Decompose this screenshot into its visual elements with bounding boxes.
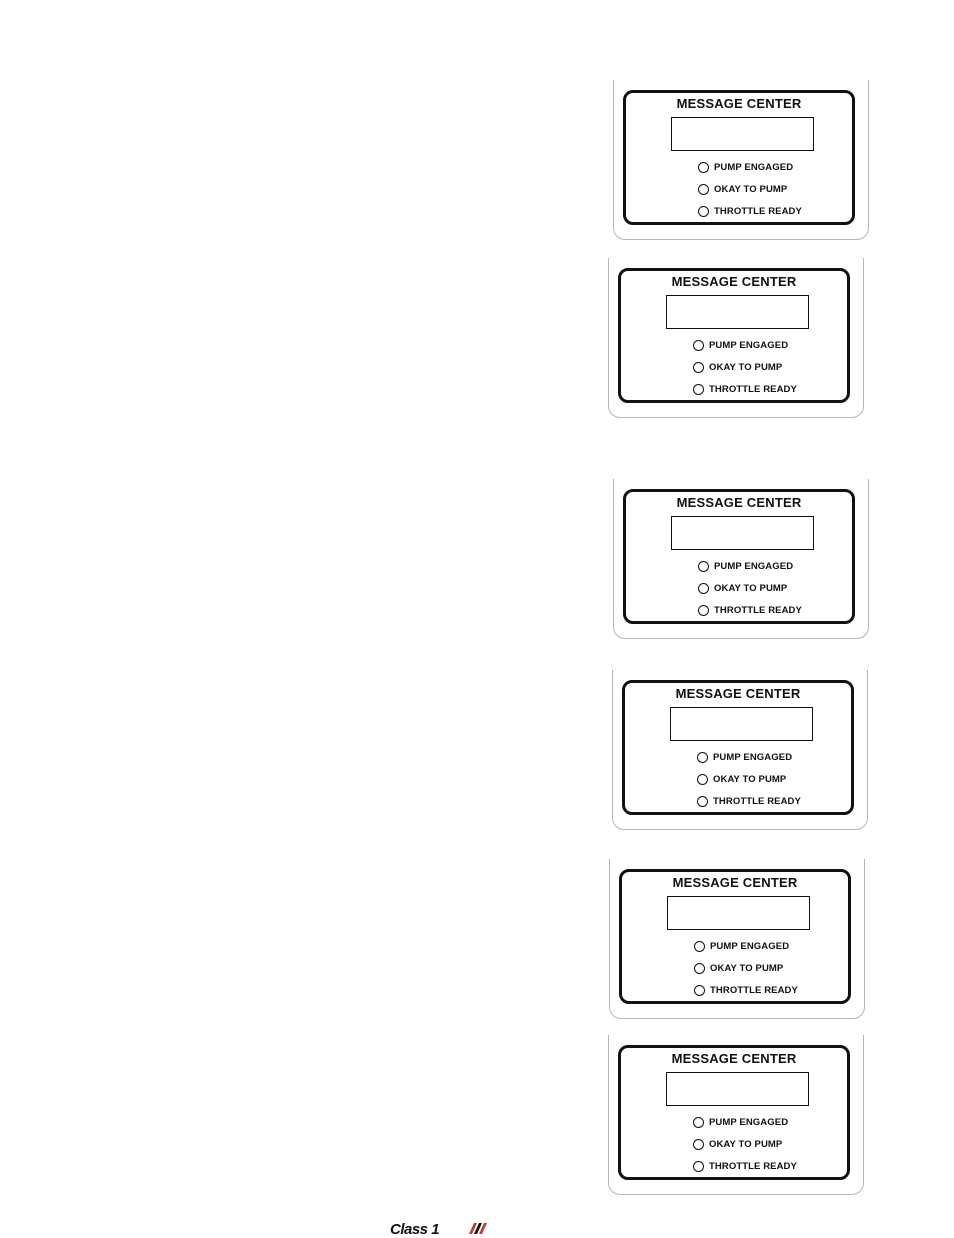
indicator-pump-engaged: [693, 1115, 788, 1129]
indicator-okay-to-pump: [693, 360, 782, 374]
indicator-light-icon: [698, 561, 709, 572]
indicator-label: PUMP ENGAGED: [713, 751, 793, 763]
indicator-label: PUMP ENGAGED: [714, 161, 794, 173]
logo-wordmark: Class 1: [390, 1222, 440, 1235]
indicator-light-icon: [693, 1139, 704, 1150]
indicator-okay-to-pump: [697, 772, 786, 786]
indicator-light-icon: [698, 184, 709, 195]
indicator-light-icon: [693, 362, 704, 373]
message-center-panel-1: [613, 80, 869, 240]
indicator-light-icon: [693, 384, 704, 395]
indicator-light-icon: [694, 985, 705, 996]
indicator-okay-to-pump: [693, 1137, 782, 1151]
message-center-title: MESSAGE CENTER: [676, 495, 802, 510]
indicator-light-icon: [694, 963, 705, 974]
indicator-label: THROTTLE READY: [709, 1160, 797, 1172]
indicator-label: OKAY TO PUMP: [714, 582, 788, 594]
indicator-label: PUMP ENGAGED: [709, 1116, 789, 1128]
indicator-label: THROTTLE READY: [709, 383, 797, 395]
indicator-okay-to-pump: [694, 961, 783, 975]
indicator-okay-to-pump: [698, 581, 787, 595]
indicator-label: THROTTLE READY: [714, 205, 802, 217]
indicator-label: OKAY TO PUMP: [709, 361, 783, 373]
indicator-light-icon: [697, 796, 708, 807]
indicator-pump-engaged: [698, 160, 793, 174]
message-center-panel-6: [608, 1035, 864, 1195]
indicator-label: THROTTLE READY: [714, 604, 802, 616]
indicator-label: OKAY TO PUMP: [713, 773, 787, 785]
class1-logo: [388, 1222, 488, 1238]
message-center: [619, 869, 851, 1004]
indicator-label: OKAY TO PUMP: [710, 962, 784, 974]
indicator-light-icon: [698, 583, 709, 594]
message-display: [666, 295, 809, 329]
class1-logo-icon: [388, 1222, 488, 1235]
indicator-label: PUMP ENGAGED: [709, 339, 789, 351]
indicator-label: THROTTLE READY: [710, 984, 798, 996]
message-center-panel-5: [609, 859, 865, 1019]
indicator-light-icon: [697, 774, 708, 785]
message-center-title: MESSAGE CENTER: [671, 274, 797, 289]
message-center: [618, 268, 850, 403]
indicator-throttle-ready: [693, 1159, 797, 1173]
indicator-light-icon: [693, 340, 704, 351]
message-center-panel-3: [613, 479, 869, 639]
message-display: [667, 896, 810, 930]
message-center-title: MESSAGE CENTER: [675, 686, 801, 701]
indicator-pump-engaged: [693, 338, 788, 352]
indicator-throttle-ready: [693, 382, 797, 396]
indicator-throttle-ready: [694, 983, 798, 997]
indicator-pump-engaged: [697, 750, 792, 764]
indicator-light-icon: [693, 1117, 704, 1128]
message-center-panel-4: [612, 670, 868, 830]
indicator-okay-to-pump: [698, 182, 787, 196]
indicator-label: PUMP ENGAGED: [714, 560, 794, 572]
message-display: [670, 707, 813, 741]
indicator-throttle-ready: [698, 603, 802, 617]
indicator-light-icon: [697, 752, 708, 763]
indicator-throttle-ready: [698, 204, 802, 218]
message-center-title: MESSAGE CENTER: [671, 1051, 797, 1066]
indicator-throttle-ready: [697, 794, 801, 808]
indicator-label: OKAY TO PUMP: [714, 183, 788, 195]
indicator-light-icon: [698, 206, 709, 217]
indicator-label: OKAY TO PUMP: [709, 1138, 783, 1150]
indicator-pump-engaged: [694, 939, 789, 953]
indicator-light-icon: [693, 1161, 704, 1172]
indicator-light-icon: [698, 162, 709, 173]
message-center-title: MESSAGE CENTER: [676, 96, 802, 111]
message-center: [623, 90, 855, 225]
message-center: [623, 489, 855, 624]
indicator-pump-engaged: [698, 559, 793, 573]
message-center: [622, 680, 854, 815]
indicator-label: THROTTLE READY: [713, 795, 801, 807]
message-center-panel-2: [608, 258, 864, 418]
indicator-light-icon: [698, 605, 709, 616]
indicator-light-icon: [694, 941, 705, 952]
indicator-label: PUMP ENGAGED: [710, 940, 790, 952]
message-display: [671, 516, 814, 550]
message-display: [671, 117, 814, 151]
message-center: [618, 1045, 850, 1180]
message-center-title: MESSAGE CENTER: [672, 875, 798, 890]
message-display: [666, 1072, 809, 1106]
